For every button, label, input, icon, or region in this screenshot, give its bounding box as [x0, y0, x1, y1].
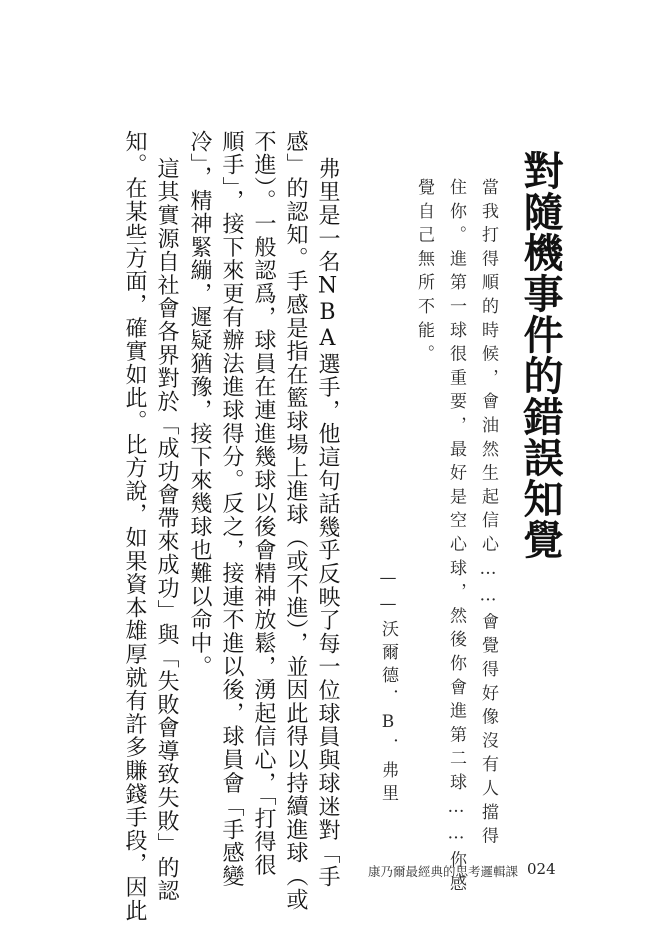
footer-book-title: 康乃爾最經典的思考邏輯課 — [368, 864, 519, 879]
epigraph-line-1: 當我打得順的時候，會油然生起信心……會覺得好像沒有人擋得 — [478, 178, 498, 851]
page-number: 024 — [527, 860, 556, 878]
body-column-4: 順手」，接下來更有辦法進球得分。反之，接連不進以後，球員會「手感變 — [219, 130, 244, 888]
body-column-6: 這其實源自社會各界對於「成功會帶來成功」與「失敗會導致失敗」的認 — [154, 157, 179, 903]
body-column-1: 弗里是一名NBA選手，他這句話幾乎反映了每一位球員與球迷對「手 — [315, 157, 340, 889]
section-title: 對隨機事件的錯誤知覺 — [517, 150, 563, 560]
body-column-3: 不進）。一般認爲，球員在連進幾球以後會精神放鬆，湧起信心，「打得很 — [251, 130, 276, 877]
epigraph-line-2: 住你。進第一球很重要，最好是空心球，然後你會進第二球……你感 — [446, 178, 466, 898]
body-column-5: 冷」，精神緊繃，遲疑猶豫，接下來幾球也難以命中。 — [187, 130, 212, 679]
body-column-2: 感」的認知。手感是指在籃球場上進球（或不進），並因此得以持續進球（或 — [283, 130, 308, 912]
epigraph-line-3: 覺自己無所不能。 — [414, 178, 434, 369]
body-column-7: 知。在某些方面，確實如此。比方說，如果資本雄厚就有許多賺錢手段，因此 — [122, 130, 147, 923]
epigraph-attribution: ——沃爾德．B．弗里 — [378, 568, 398, 807]
